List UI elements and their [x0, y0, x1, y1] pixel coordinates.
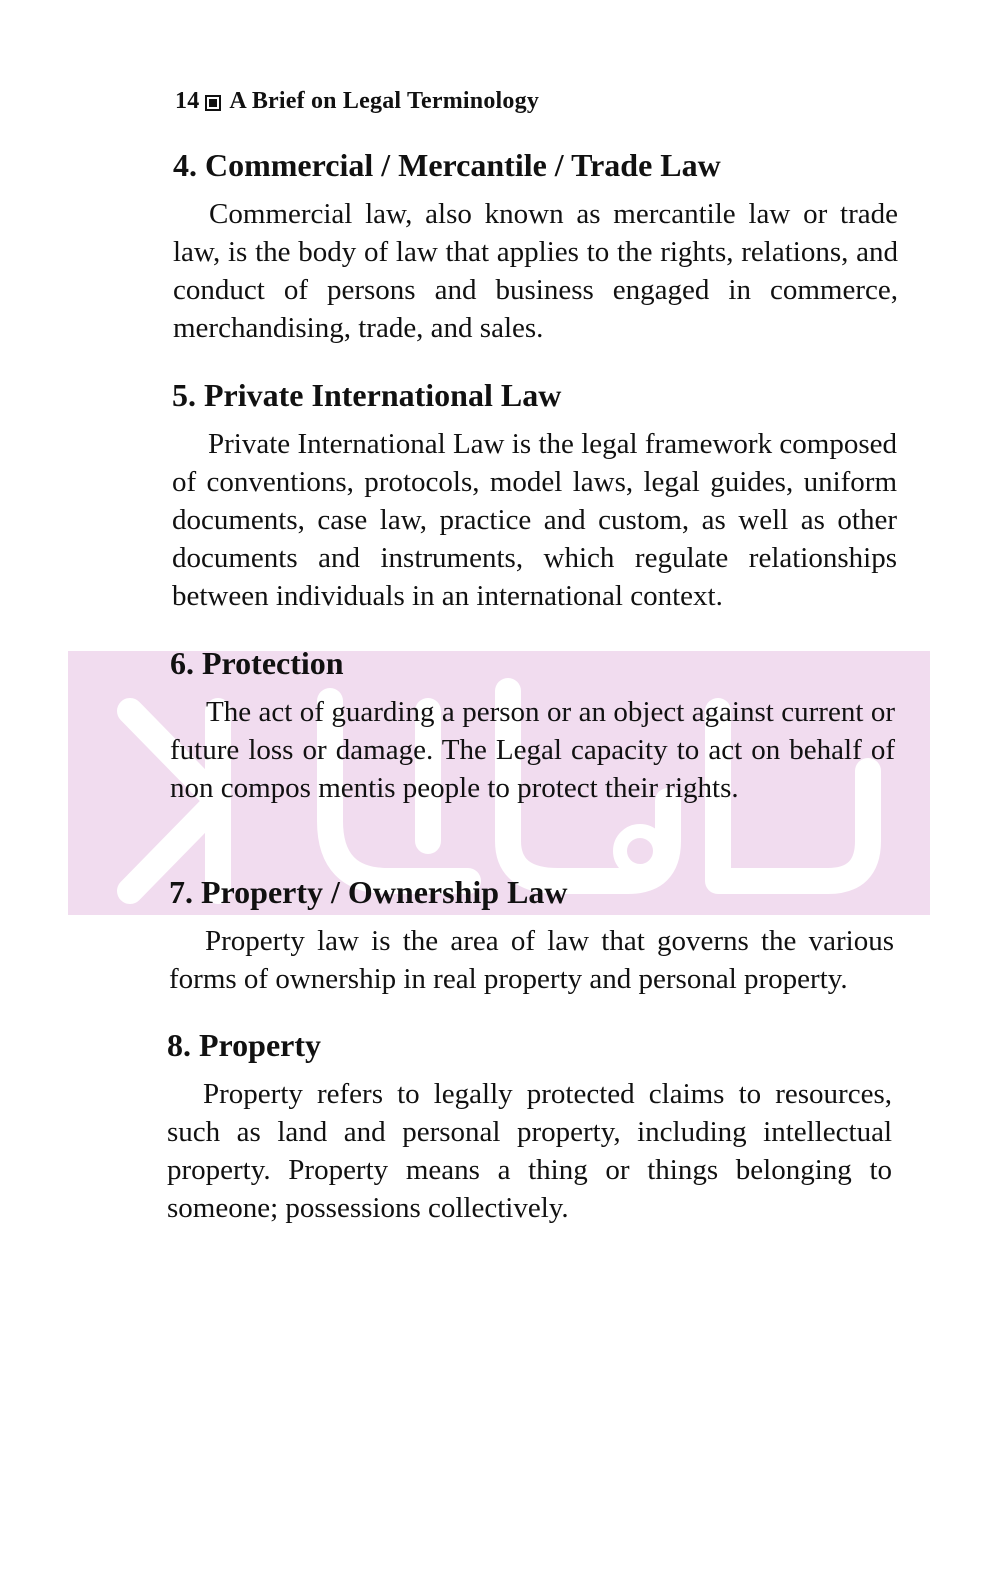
section-property	[167, 1027, 892, 1227]
section-protection	[170, 645, 895, 807]
section-body: Private International Law is the legal framework composed of conventions, protocols, model laws, legal guides, uniform documents, case law, practice and custom, as well as other documents and instruments, which regulate relationships between individuals in an international context.	[172, 428, 897, 612]
section-heading: 5. Private International Law	[172, 377, 562, 413]
section-property-ownership-law	[169, 874, 894, 998]
square-bullet-icon	[205, 95, 221, 111]
running-head	[175, 88, 539, 115]
section-body: Commercial law, also known as mercantile law or trade law, is the body of law that applies to the rights, relations, and conduct of persons and business engaged in commerce, merchandising, trade, and sales.	[173, 198, 898, 344]
section-heading: 8. Property	[167, 1027, 322, 1063]
section-heading: 6. Protection	[170, 645, 344, 681]
book-title: A Brief on Legal Terminology	[229, 88, 540, 114]
section-body: The act of guarding a person or an object against current or future loss or damage. The Legal capacity to act on behalf of non compos mentis people to protect their rights.	[170, 696, 895, 804]
section-body: Property refers to legally protected claims to resources, such as land and personal property, including intellectual property. Property means a thing or things belonging to someone; possessions collectively.	[167, 1078, 892, 1224]
section-private-international-law	[172, 377, 897, 615]
section-body: Property law is the area of law that governs the various forms of ownership in real property and personal property.	[169, 925, 894, 995]
section-heading: 4. Commercial / Mercantile / Trade Law	[173, 147, 721, 183]
section-commercial-law	[173, 147, 898, 347]
section-heading: 7. Property / Ownership Law	[169, 874, 568, 910]
page-number: 14	[175, 88, 200, 114]
